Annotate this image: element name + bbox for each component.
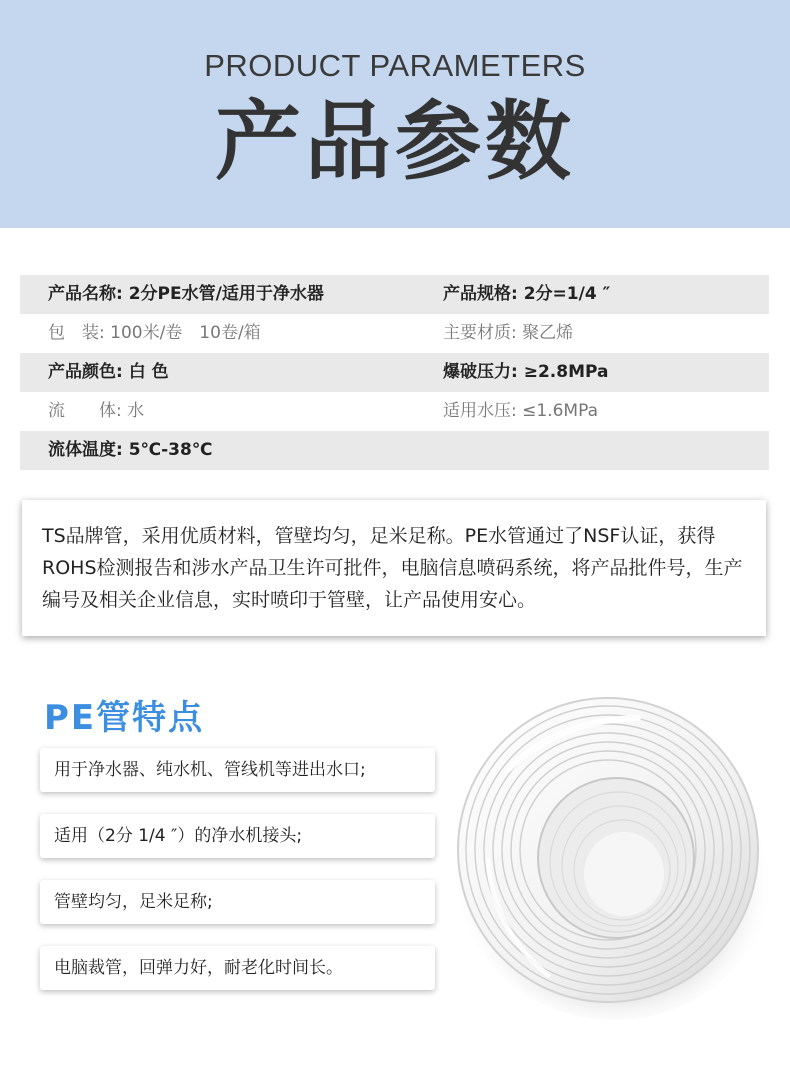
feature-text: 用于净水器、纯水机、管线机等进出水口; (54, 760, 366, 780)
parameter-packaging: 包 装: 100米/卷 10卷/箱 (48, 323, 261, 343)
parameter-row (20, 431, 769, 470)
parameter-name: 产品名称: 2分PE水管/适用于净水器 (48, 284, 324, 304)
feature-item (40, 814, 435, 858)
parameter-temperature: 流体温度: 5℃-38℃ (48, 440, 213, 460)
pe-tube-coil-image (448, 690, 778, 1020)
feature-text: 电脑裁管，回弹力好，耐老化时间长。 (54, 958, 343, 978)
parameter-row (20, 353, 769, 392)
header-banner (0, 0, 790, 228)
feature-item (40, 748, 435, 792)
feature-item (40, 880, 435, 924)
feature-text: 适用（2分 1/4 ″）的净水机接头; (54, 826, 303, 846)
parameter-burst-pressure: 爆破压力: ≥2.8MPa (443, 362, 609, 382)
header-title-cn: 产品参数 (215, 92, 575, 192)
parameter-row (20, 275, 769, 314)
parameter-color: 产品颜色: 白 色 (48, 362, 169, 382)
parameters-table (20, 275, 769, 470)
parameter-material: 主要材质: 聚乙烯 (443, 323, 574, 343)
feature-item (40, 946, 435, 990)
header-title-en: PRODUCT PARAMETERS (204, 48, 586, 83)
description-text: TS品牌管，采用优质材料，管壁均匀，足米足称。PE水管通过了NSF认证，获得ROHS检测报告和涉水产品卫生许可批件，电脑信息喷码系统，将产品批件号，生产编号及相关企业信息，实时喷印于管壁，让产品使用安心。 (42, 525, 743, 611)
feature-text: 管壁均匀，足米足称; (54, 892, 213, 912)
parameter-spec: 产品规格: 2分=1/4 ″ (443, 284, 611, 304)
features-title: PE管特点 (44, 698, 205, 738)
parameter-fluid: 流 体: 水 (48, 401, 145, 421)
parameter-water-pressure: 适用水压: ≤1.6MPa (443, 401, 598, 421)
description-box (22, 500, 766, 636)
parameter-row (20, 314, 769, 353)
parameter-row (20, 392, 769, 431)
